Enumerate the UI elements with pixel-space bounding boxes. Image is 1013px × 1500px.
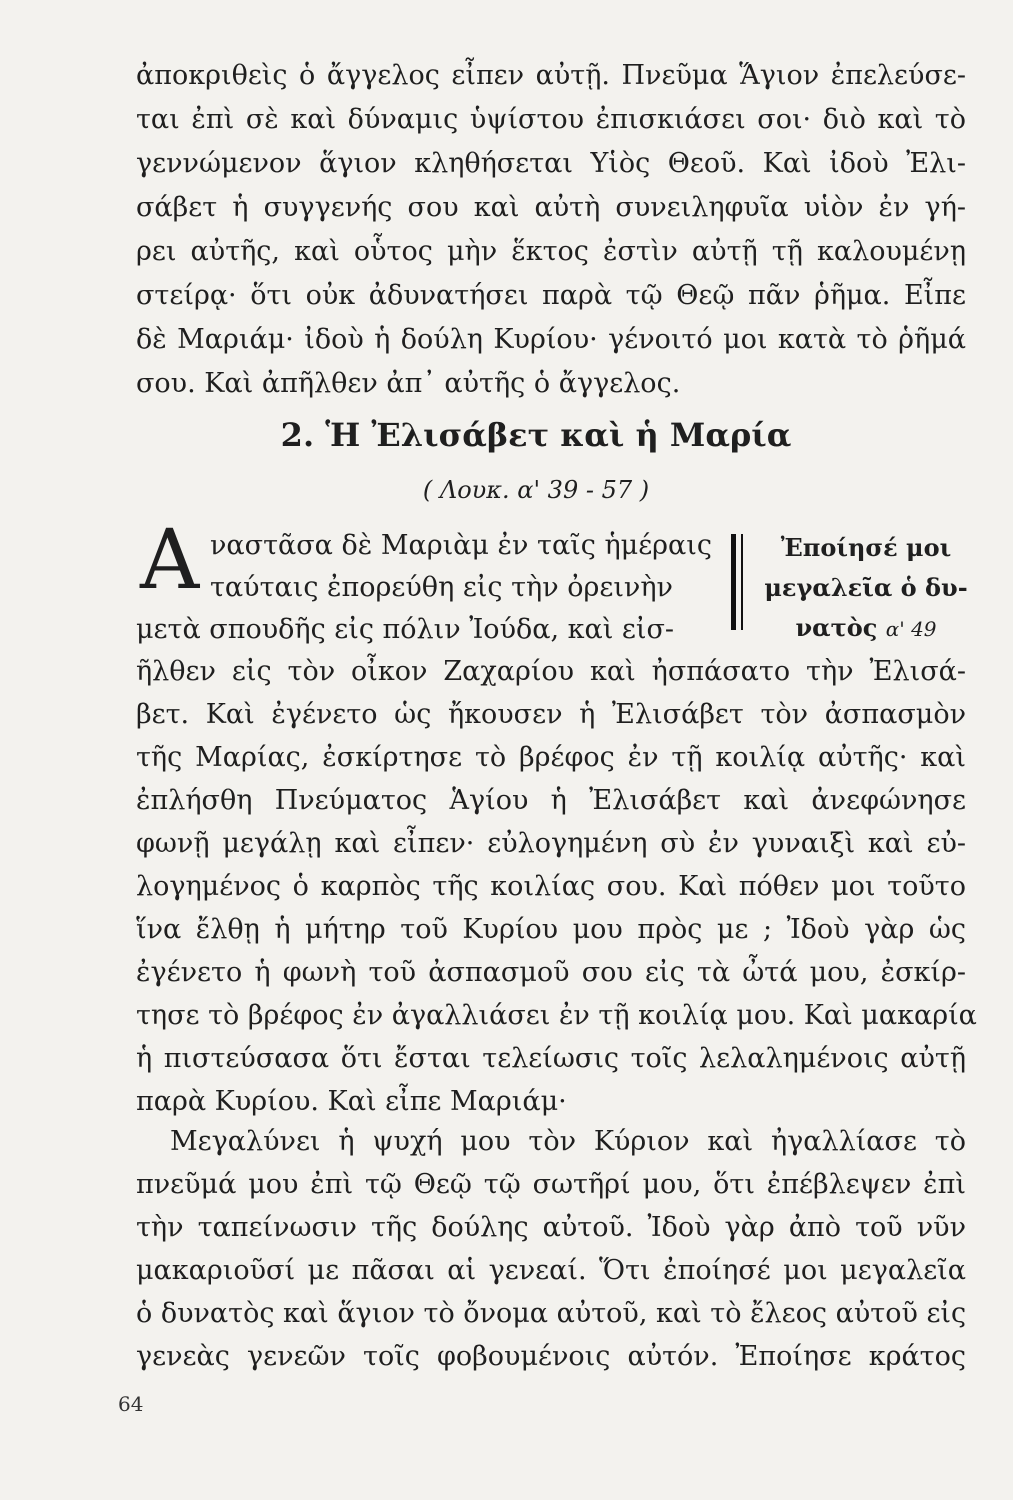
text-line: βετ. Καὶ ἐγένετο ὡς ἤκουσεν ἡ Ἐλισάβετ τὸν ἀσπασμὸν [136,699,966,730]
text-line: ἵνα ἔλθῃ ἡ μήτηρ τοῦ Κυρίου μου πρὸς με ; Ἰδοὺ γὰρ ὡς [136,914,966,945]
text-line: φωνῇ μεγάλῃ καὶ εἶπεν· εὐλογημένη σὺ ἐν γυναιξὶ καὶ εὐ- [136,828,966,859]
text-line: παρὰ Κυρίου. Καὶ εἶπε Μαριάμ· [136,1086,567,1117]
text-line: ται ἐπὶ σὲ καὶ δύναμις ὑψίστου ἐπισκιάσει σοι· διὸ καὶ τὸ [136,104,966,135]
text-line: σου. Καὶ ἀπῆλθεν ἀπ᾽ αὐτῆς ὁ ἄγγελος. [136,368,681,399]
side-note-line [756,610,976,647]
text-line: ῆλθεν εἰς τὸν οἶκον Ζαχαρίου καὶ ἠσπάσατο τὴν Ἐλισά- [136,656,966,687]
text-line: σάβετ ἡ συγγενής σου καὶ αὐτὴ συνειληφυῖα υἱὸν ἐν γή- [136,192,966,223]
side-note-line: μεγαλεῖα ὁ δυ- [764,573,968,602]
text-line: ἐγένετο ἡ φωνὴ τοῦ ἀσπασμοῦ σου εἰς τὰ ὦτά μου, ἐσκίρ- [136,957,966,988]
margin-rule-thin [741,534,743,630]
text-line: τῆς Μαρίας, ἐσκίρτησε τὸ βρέφος ἐν τῇ κοιλίᾳ αὐτῆς· καὶ [136,742,966,773]
drop-cap: Α [140,513,200,608]
text-line: δὲ Μαριάμ· ἰδοὺ ἡ δούλη Κυρίου· γένοιτό μοι κατὰ τὸ ῥῆμά [136,324,966,355]
text-line: τησε τὸ βρέφος ἐν ἀγαλλιάσει ἐν τῇ κοιλίᾳ μου. Καὶ μακαρία [136,1000,977,1031]
text-line: γενεὰς γενεῶν τοῖς φοβουμένοις αὐτόν. Ἐποίησε κράτος [136,1341,966,1372]
margin-rule [731,534,736,630]
text-line: ὁ δυνατὸς καὶ ἅγιον τὸ ὄνομα αὐτοῦ, καὶ τὸ ἔλεος αὐτοῦ εἰς [136,1298,967,1329]
text-line: ἡ πιστεύσασα ὅτι ἔσται τελείωσις τοῖς λελαλημένοις αὐτῇ [136,1043,966,1074]
text-line: ρει αὐτῆς, καὶ οὗτος μὴν ἕκτος ἐστὶν αὐτῇ τῇ καλουμένῃ [136,236,966,267]
text-line: μετὰ σπουδῆς εἰς πόλιν Ἰούδα, καὶ εἰσ- [136,614,675,645]
text-line: ταύταις ἐπορεύθη εἰς τὴν ὀρεινὴν [210,572,673,603]
text-line: γεννώμενον ἅγιον κληθήσεται Υἱὸς Θεοῦ. Καὶ ἰδοὺ Ἐλι- [136,148,966,179]
text-line: ἐπλήσθη Πνεύματος Ἁγίου ἡ Ἐλισάβετ καὶ ἀνεφώνησε [136,785,966,816]
text-line: ἀποκριθεὶς ὁ ἄγγελος εἶπεν αὐτῇ. Πνεῦμα Ἅγιον ἐπελεύσε- [136,60,966,91]
text-line: μακαριοῦσί με πᾶσαι αἱ γενεαί. Ὅτι ἐποίησέ μοι μεγαλεῖα [136,1255,966,1286]
text-line: Μεγαλύνει ἡ ψυχή μου τὸν Κύριον καὶ ἠγαλλίασε τὸ [170,1126,966,1157]
text-line: πνεῦμά μου ἐπὶ τῷ Θεῷ τῷ σωτῆρί μου, ὅτι ἐπέβλεψεν ἐπὶ [136,1169,966,1200]
side-note-reference: α' 49 [885,617,937,641]
page-number: 64 [118,1392,144,1416]
side-note-line: Ἐποίησέ μοι [780,533,952,562]
section-reference: ( Λουκ. α' 39 - 57 ) [422,476,650,504]
text-line: λογημένος ὁ καρπὸς τῆς κοιλίας σου. Καὶ πόθεν μοι τοῦτο [136,871,966,902]
text-line: ναστᾶσα δὲ Μαριὰμ ἐν ταῖς ἡμέραις [210,530,712,561]
section-heading: 2. Ἡ Ἐλισάβετ καὶ ἡ Μαρία [280,416,792,454]
side-note-word: νατὸς [795,613,878,642]
text-line: τὴν ταπείνωσιν τῆς δούλης αὐτοῦ. Ἰδοὺ γὰρ ἀπὸ τοῦ νῦν [136,1212,966,1243]
text-line: στείρᾳ· ὅτι οὐκ ἀδυνατήσει παρὰ τῷ Θεῷ πᾶν ῥῆμα. Εἶπε [136,280,966,311]
